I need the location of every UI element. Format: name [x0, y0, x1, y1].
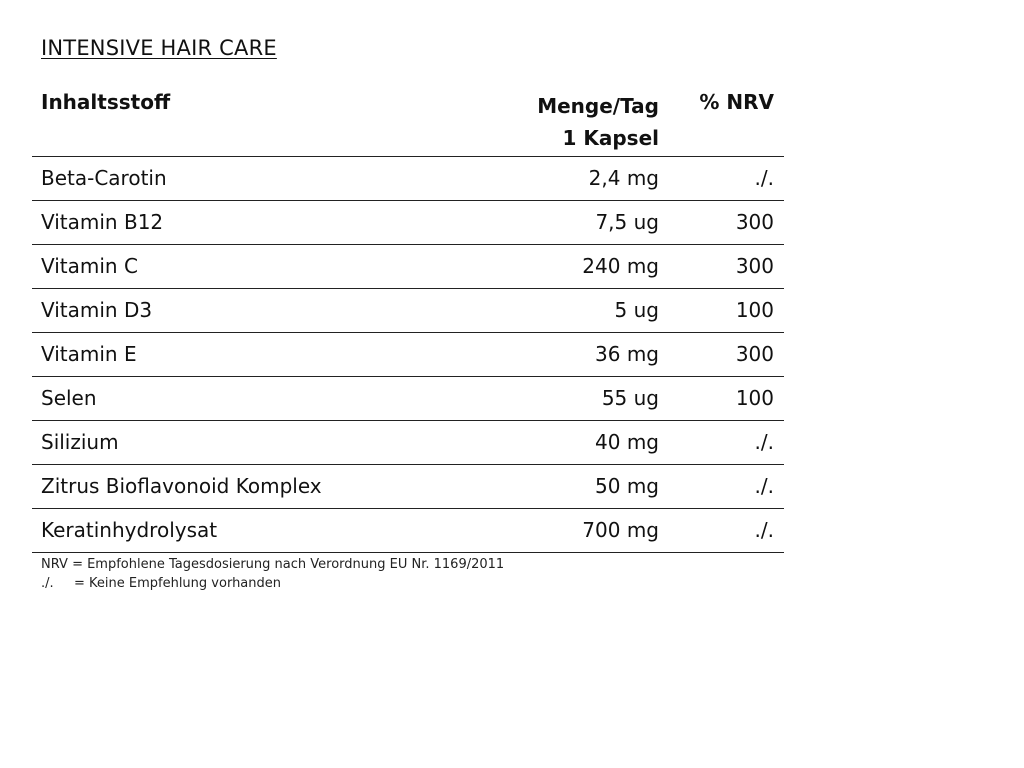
nrv-cell: ./. — [754, 166, 774, 190]
table-row — [32, 245, 784, 289]
ingredient-cell: Vitamin D3 — [41, 298, 153, 322]
table-row — [32, 289, 784, 333]
table-row — [32, 509, 784, 553]
header-amount-line1: Menge/Tag — [537, 94, 659, 118]
ingredient-cell: Beta-Carotin — [41, 166, 167, 190]
nrv-cell: ./. — [754, 474, 774, 498]
table-row — [32, 201, 784, 245]
footnotes — [41, 555, 504, 593]
footnote-nrv: NRV = Empfohlene Tagesdosierung nach Verordnung EU Nr. 1169/2011 — [41, 557, 505, 572]
table-row — [32, 377, 784, 421]
amount-cell: 240 mg — [582, 254, 659, 278]
footnote-symbol: ./. — [41, 576, 54, 591]
amount-cell: 700 mg — [582, 518, 659, 542]
nrv-cell: 300 — [735, 254, 774, 278]
amount-cell: 5 ug — [614, 298, 659, 322]
amount-cell: 55 ug — [601, 386, 659, 410]
header-amount-line2: 1 Kapsel — [562, 126, 659, 150]
nrv-cell: ./. — [754, 430, 774, 454]
nrv-cell: 300 — [735, 210, 774, 234]
ingredient-cell: Vitamin B12 — [41, 210, 164, 234]
table-header — [32, 88, 784, 157]
footnote-text: = Keine Empfehlung vorhanden — [74, 576, 281, 591]
nrv-cell: 300 — [735, 342, 774, 366]
amount-cell: 36 mg — [595, 342, 659, 366]
ingredient-cell: Vitamin C — [41, 254, 138, 278]
header-amount — [537, 90, 659, 154]
ingredient-cell: Zitrus Bioflavonoid Komplex — [41, 474, 322, 498]
nrv-cell: 100 — [735, 298, 774, 322]
table-row — [32, 333, 784, 377]
nrv-cell: ./. — [754, 518, 774, 542]
table-row — [32, 157, 784, 201]
footnote-no-recommendation — [41, 574, 504, 593]
ingredient-cell: Keratinhydrolysat — [41, 518, 218, 542]
ingredient-cell: Vitamin E — [41, 342, 137, 366]
ingredient-cell: Silizium — [41, 430, 119, 454]
header-ingredient: Inhaltsstoff — [41, 90, 171, 114]
page-title: INTENSIVE HAIR CARE — [41, 36, 277, 60]
table-row — [32, 421, 784, 465]
amount-cell: 7,5 ug — [595, 210, 659, 234]
table-row — [32, 465, 784, 509]
nrv-cell: 100 — [735, 386, 774, 410]
ingredient-cell: Selen — [41, 386, 97, 410]
amount-cell: 2,4 mg — [588, 166, 659, 190]
amount-cell: 40 mg — [595, 430, 659, 454]
amount-cell: 50 mg — [595, 474, 659, 498]
nutrition-table — [32, 88, 784, 553]
header-nrv: % NRV — [699, 90, 774, 114]
